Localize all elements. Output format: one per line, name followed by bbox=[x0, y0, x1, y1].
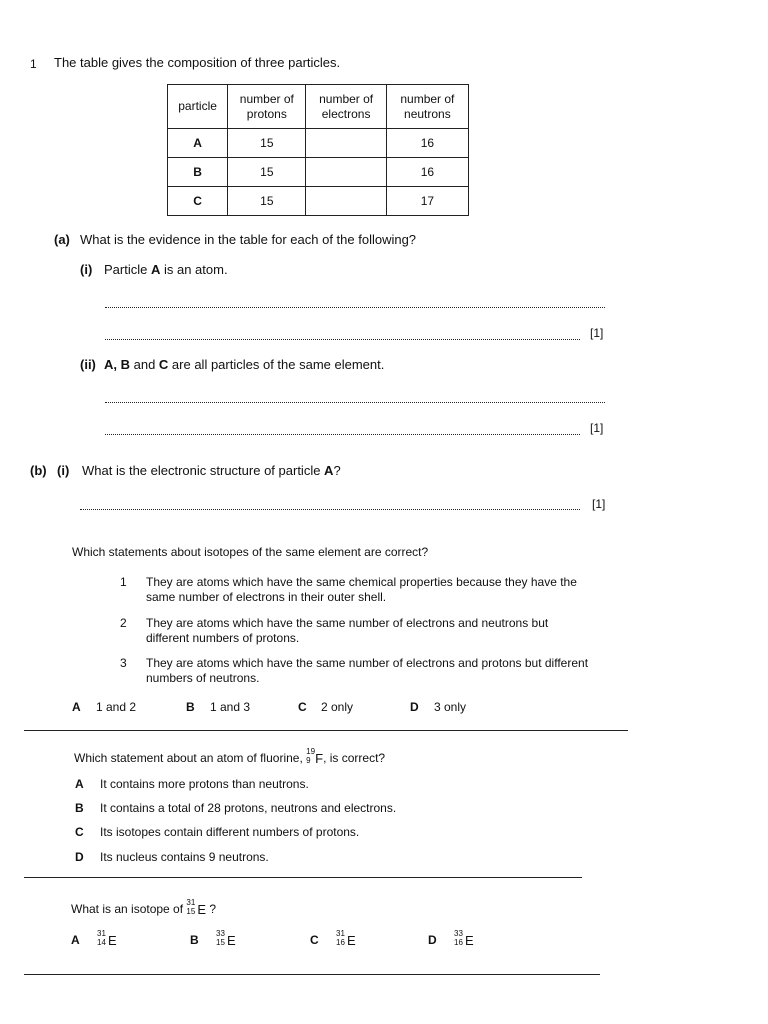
table-cell: 15 bbox=[228, 187, 306, 216]
mark-allocation: [1] bbox=[590, 421, 604, 435]
isotope-notation: 31 15 E bbox=[186, 898, 207, 918]
statement-text: They are atoms which have the same number of electrons and protons but different bbox=[146, 656, 589, 670]
table-cell: A bbox=[168, 129, 228, 158]
option-letter[interactable]: A bbox=[71, 933, 80, 947]
option-isotope[interactable]: 31 14 E bbox=[97, 929, 117, 949]
subpart-question: A, B and C are all particles of the same element. bbox=[104, 357, 385, 372]
option-text[interactable]: Its isotopes contain different numbers of protons. bbox=[100, 825, 360, 839]
answer-line[interactable] bbox=[80, 509, 580, 510]
composition-table bbox=[167, 84, 469, 216]
table-cell bbox=[306, 158, 386, 187]
isotope-notation: 19 9 F bbox=[306, 747, 324, 767]
subpart-label: (ii) bbox=[80, 357, 96, 372]
question-stem: The table gives the composition of three particles. bbox=[54, 55, 341, 70]
option-text[interactable]: 3 only bbox=[434, 700, 467, 714]
table-row bbox=[168, 187, 469, 216]
mark-allocation: [1] bbox=[592, 497, 606, 511]
subpart-label: (i) bbox=[80, 262, 93, 277]
table-cell: 17 bbox=[386, 187, 468, 216]
table-cell: 16 bbox=[386, 158, 468, 187]
option-letter[interactable]: A bbox=[75, 777, 84, 791]
part-label: (a) bbox=[54, 232, 70, 247]
table-row bbox=[168, 129, 469, 158]
option-isotope[interactable]: 31 16 E bbox=[336, 929, 356, 949]
table-header: number of electrons bbox=[306, 85, 386, 129]
section-divider bbox=[24, 730, 628, 731]
option-isotope[interactable]: 33 16 E bbox=[454, 929, 474, 949]
table-cell: 16 bbox=[386, 129, 468, 158]
table-cell: C bbox=[168, 187, 228, 216]
section-divider bbox=[24, 877, 582, 878]
table-cell: 15 bbox=[228, 158, 306, 187]
section-divider bbox=[24, 974, 600, 975]
statement-text: same number of electrons in their outer shell. bbox=[146, 590, 387, 604]
option-isotope[interactable]: 33 15 E bbox=[216, 929, 236, 949]
table-cell: B bbox=[168, 158, 228, 187]
statement-text: They are atoms which have the same chemical properties because they have the bbox=[146, 575, 577, 589]
mcq-question: Which statement about an atom of fluorine, 19 9 F, is correct? bbox=[74, 747, 386, 767]
option-text[interactable]: 1 and 3 bbox=[210, 700, 251, 714]
statement-text: numbers of neutrons. bbox=[146, 671, 260, 685]
subpart-label: (i) bbox=[57, 463, 70, 478]
option-text[interactable]: Its nucleus contains 9 neutrons. bbox=[100, 850, 269, 864]
option-letter[interactable]: A bbox=[72, 700, 81, 714]
option-text[interactable]: 1 and 2 bbox=[96, 700, 137, 714]
subpart-question: Particle A is an atom. bbox=[104, 262, 228, 277]
part-label: (b) bbox=[30, 463, 47, 478]
statement-text: They are atoms which have the same number of electrons and neutrons but bbox=[146, 616, 549, 630]
table-row bbox=[168, 158, 469, 187]
table-cell bbox=[306, 129, 386, 158]
table-header: particle bbox=[168, 85, 228, 129]
answer-line[interactable] bbox=[105, 339, 580, 340]
option-text[interactable]: It contains more protons than neutrons. bbox=[100, 777, 309, 791]
part-question: What is the evidence in the table for each of the following? bbox=[80, 232, 417, 247]
table-cell: 15 bbox=[228, 129, 306, 158]
table-header-row bbox=[168, 85, 469, 129]
option-text[interactable]: 2 only bbox=[321, 700, 354, 714]
answer-line[interactable] bbox=[105, 402, 605, 403]
table-cell bbox=[306, 187, 386, 216]
option-letter[interactable]: D bbox=[428, 933, 437, 947]
table-header: number of neutrons bbox=[386, 85, 468, 129]
mark-allocation: [1] bbox=[590, 326, 604, 340]
option-letter[interactable]: B bbox=[186, 700, 195, 714]
statement-number: 1 bbox=[120, 575, 127, 589]
statement-text: different numbers of protons. bbox=[146, 631, 300, 645]
table-header: number of protons bbox=[228, 85, 306, 129]
question-number: 1 bbox=[30, 57, 37, 71]
answer-line[interactable] bbox=[105, 434, 580, 435]
subpart-question: What is the electronic structure of particle A? bbox=[82, 463, 341, 478]
statement-number: 3 bbox=[120, 656, 127, 670]
option-letter[interactable]: B bbox=[75, 801, 84, 815]
option-letter[interactable]: B bbox=[190, 933, 199, 947]
mcq-question: What is an isotope of 31 15 E ? bbox=[71, 898, 217, 918]
option-letter[interactable]: D bbox=[75, 850, 84, 864]
statement-number: 2 bbox=[120, 616, 127, 630]
option-text[interactable]: It contains a total of 28 protons, neutrons and electrons. bbox=[100, 801, 397, 815]
option-letter[interactable]: D bbox=[410, 700, 419, 714]
option-letter[interactable]: C bbox=[298, 700, 307, 714]
option-letter[interactable]: C bbox=[310, 933, 319, 947]
mcq-question: Which statements about isotopes of the same element are correct? bbox=[72, 545, 429, 559]
option-letter[interactable]: C bbox=[75, 825, 84, 839]
answer-line[interactable] bbox=[105, 307, 605, 308]
